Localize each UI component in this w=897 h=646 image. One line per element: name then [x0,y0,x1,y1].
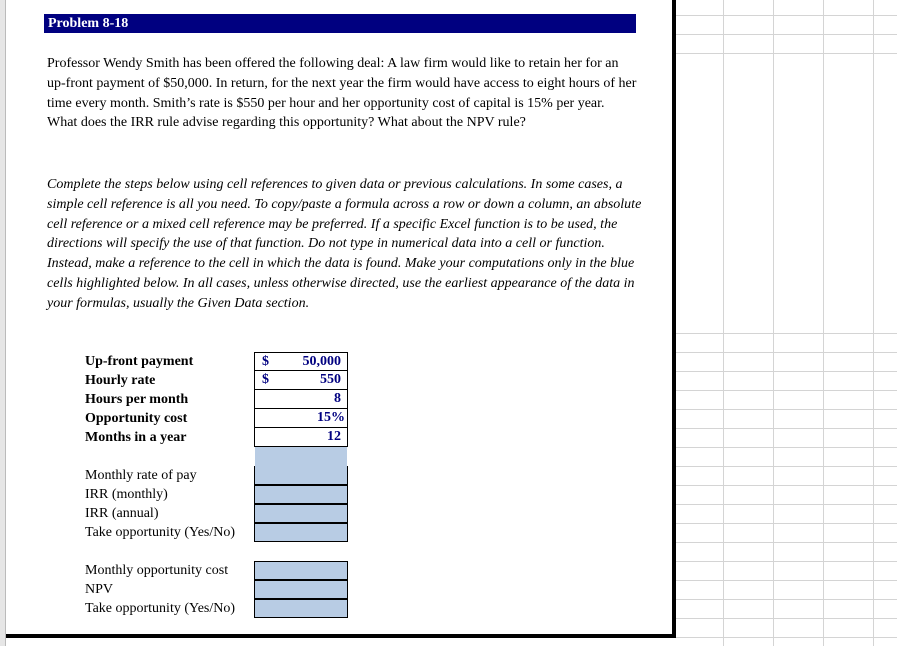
grid-row-line [676,447,897,448]
grid-row-line [676,523,897,524]
grid-row-line [676,428,897,429]
label-hourly-rate: Hourly rate [85,373,156,388]
label-take-opportunity-irr: Take opportunity (Yes/No) [85,525,236,540]
problem-title: Problem 8-18 [44,14,636,33]
grid-row-line [676,561,897,562]
input-take-opportunity-npv[interactable] [254,599,348,618]
label-upfront-payment: Up-front payment [85,354,194,369]
blue-spacer-cell[interactable] [255,447,347,466]
grid-row-line [676,504,897,505]
grid-row-line [676,15,897,16]
label-months-in-year: Months in a year [85,430,187,445]
spreadsheet-grid[interactable] [676,0,897,646]
cell-hourly-rate[interactable] [254,371,348,390]
grid-row-line [676,53,897,54]
label-opportunity-cost: Opportunity cost [85,411,188,426]
label-irr-annual: IRR (annual) [85,506,159,521]
cell-hours-per-month[interactable] [254,390,348,409]
grid-row-line [676,599,897,600]
input-irr-monthly[interactable] [254,485,348,504]
input-monthly-opportunity-cost[interactable] [254,561,348,580]
currency-symbol: $ [262,354,269,369]
label-npv: NPV [85,582,114,597]
input-irr-annual[interactable] [254,504,348,523]
grid-row-line [676,466,897,467]
grid-row-line [676,371,897,372]
label-monthly-rate-of-pay: Monthly rate of pay [85,468,197,483]
grid-row-line [676,542,897,543]
grid-row-line [676,409,897,410]
label-irr-monthly: IRR (monthly) [85,487,168,502]
input-npv[interactable] [254,580,348,599]
value: 50,000 [302,354,341,369]
cell-upfront-payment[interactable] [254,352,348,371]
grid-row-line [676,637,897,638]
input-monthly-rate-of-pay[interactable] [254,466,348,485]
cell-months-in-year[interactable] [254,428,348,447]
grid-row-line [676,390,897,391]
grid-row-line [676,352,897,353]
currency-symbol: $ [262,372,269,387]
grid-row-line [676,580,897,581]
label-monthly-opportunity-cost: Monthly opportunity cost [85,563,229,578]
grid-row-line [676,34,897,35]
grid-row-line [676,485,897,486]
input-take-opportunity-irr[interactable] [254,523,348,542]
problem-text: Professor Wendy Smith has been offered the following deal: A law firm would like to retain her for an up-front payment of $50,000. In return, for the next year the firm would have access to eight hours of her time every month. Smith’s rate is $550 per hour and her opportunity cost of capital is 15% per year. What does the IRR rule advise regarding this opportunity? What about the NPV rule? [47,56,637,131]
cell-opportunity-cost[interactable] [254,409,348,428]
label-take-opportunity-npv: Take opportunity (Yes/No) [85,601,236,616]
value: 15% [317,410,345,425]
grid-row-line [676,618,897,619]
grid-row-line [676,333,897,334]
value: 8 [334,391,341,406]
instructions-text: Complete the steps below using cell references to given data or previous calculations. In some cases, a simple cell reference is all you need. To copy/paste a formula across a row or down a column, an absolute cell reference or a mixed cell reference may be preferred. If a specific Excel function is to be used, the directions will specify the use of that function. Do not type in numerical data into a cell or function. Instead, make a reference to the cell in which the data is found. Make your computations only in the blue cells highlighted below. In all cases, unless otherwise directed, use the earliest appearance of the data in your formulas, usually the Given Data section. [47,177,642,311]
value: 12 [327,429,341,444]
label-hours-per-month: Hours per month [85,392,189,407]
value: 550 [320,372,341,387]
